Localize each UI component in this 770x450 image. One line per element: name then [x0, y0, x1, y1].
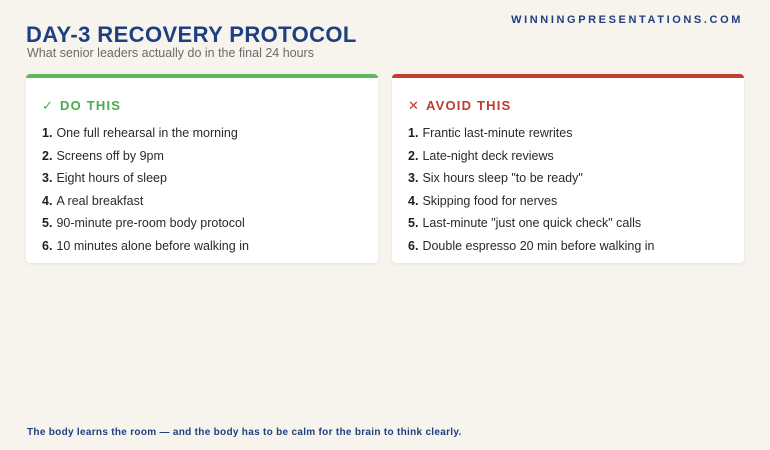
do-this-heading: DO THIS: [60, 98, 122, 113]
item-number: 6.: [408, 238, 419, 253]
brand-url: WINNINGPRESENTATIONS.COM: [511, 14, 743, 26]
avoid-this-card: [392, 74, 744, 263]
cross-icon: ✕: [408, 98, 421, 113]
page-subtitle: What senior leaders actually do in the final 24 hours: [27, 46, 314, 60]
footer-tagline: The body learns the room — and the body has to be calm for the brain to think clearly.: [27, 427, 462, 438]
item-text: 10 minutes alone before walking in: [56, 238, 249, 253]
item-text: Screens off by 9pm: [56, 148, 164, 163]
item-text: Last-minute "just one quick check" calls: [422, 216, 642, 231]
item-text: 90-minute pre-room body protocol: [56, 216, 245, 231]
item-number: 2.: [42, 148, 53, 163]
page-title: DAY-3 RECOVERY PROTOCOL: [26, 22, 357, 47]
avoid-this-header: [408, 98, 728, 113]
list-item: [408, 190, 728, 213]
list-item: [42, 235, 362, 258]
item-number: 4.: [408, 193, 419, 208]
list-item: [408, 167, 728, 190]
do-this-card: [26, 74, 378, 263]
list-item: [42, 122, 362, 145]
item-number: 1.: [42, 126, 53, 140]
item-number: 4.: [42, 193, 53, 208]
list-item: [42, 190, 362, 213]
item-text: Double espresso 20 min before walking in: [422, 238, 655, 253]
list-item: [42, 145, 362, 168]
list-item: [408, 212, 728, 235]
item-number: 1.: [408, 126, 419, 140]
list-item: [408, 235, 728, 258]
item-text: Skipping food for nerves: [422, 193, 558, 208]
item-number: 5.: [42, 216, 53, 231]
list-item: [408, 122, 728, 145]
check-icon: ✓: [42, 98, 55, 113]
do-this-list: [42, 122, 362, 258]
item-text: Eight hours of sleep: [56, 171, 167, 186]
list-item: [42, 167, 362, 190]
item-number: 3.: [408, 171, 419, 186]
do-this-header: [42, 98, 362, 113]
list-item: [42, 212, 362, 235]
item-text: Frantic last-minute rewrites: [422, 126, 573, 140]
item-number: 3.: [42, 171, 53, 186]
avoid-this-heading: AVOID THIS: [426, 98, 512, 113]
item-number: 6.: [42, 238, 53, 253]
item-number: 2.: [408, 148, 419, 163]
item-text: One full rehearsal in the morning: [56, 126, 238, 140]
item-text: Six hours sleep "to be ready": [422, 171, 583, 186]
item-number: 5.: [408, 216, 419, 231]
item-text: A real breakfast: [56, 193, 144, 208]
item-text: Late-night deck reviews: [422, 148, 554, 163]
avoid-this-list: [408, 122, 728, 258]
list-item: [408, 145, 728, 168]
